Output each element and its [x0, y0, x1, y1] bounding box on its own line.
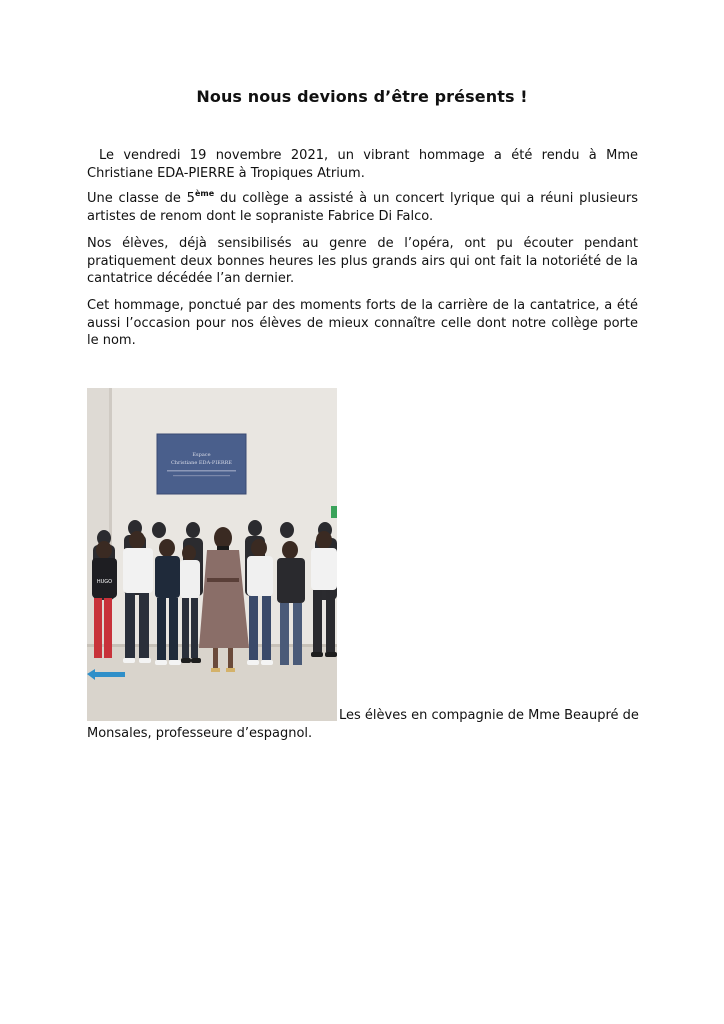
plaque-line-1: Espace	[192, 452, 211, 458]
paragraph-2-end: du collège a assisté à un concert lyrique qui a réuni plusieurs artistes de renom dont le sopraniste Fabrice Di Falco.	[87, 191, 638, 224]
paragraph-2-start: Une classe de 5	[87, 191, 195, 206]
paragraph-3: Nos élèves, déjà sensibilisés au genre de l’opéra, ont pu écouter pendant pratiquement deux bonnes heures les plus grands airs qui ont fait la notoriété de la cantatrice décédée l’an dernier.	[87, 236, 638, 286]
paragraph-1: Le vendredi 19 novembre 2021, un vibrant hommage a été rendu à Mme Christiane EDA-PIERRE à Tropiques Atrium.	[87, 148, 638, 181]
shirt-text: HUGO	[96, 579, 113, 585]
plaque-line-2: Christiane EDA-PIERRE	[170, 460, 233, 466]
photo-caption-line-1: Les élèves en compagnie de Mme Beaupré de	[339, 708, 639, 723]
paragraph-2	[87, 190, 638, 225]
wall-plaque	[157, 434, 246, 494]
group-photo	[87, 388, 337, 721]
page-title: Nous nous devions d’être présents !	[196, 87, 528, 106]
ordinal-superscript: ème	[194, 189, 215, 198]
paragraph-4: Cet hommage, ponctué par des moments forts de la carrière de la cantatrice, a été aussi l’occasion pour nos élèves de mieux connaître celle dont notre collège porte le nom.	[87, 298, 638, 348]
photo-caption-line-2: Monsales, professeure d’espagnol.	[87, 726, 313, 741]
